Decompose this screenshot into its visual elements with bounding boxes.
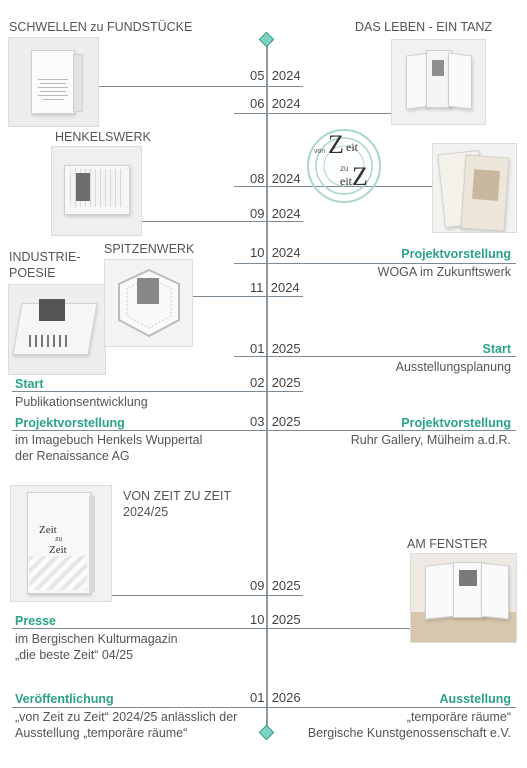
connector-05-2024	[96, 86, 303, 87]
event-presse-text-2: „die beste Zeit“ 04/25	[15, 648, 134, 662]
event-veroeff-text-2: Ausstellung „temporäre räume“	[15, 726, 188, 740]
date-01-2026: 01 2026	[250, 690, 301, 705]
event-start2-text: Publikationsentwicklung	[15, 395, 148, 409]
image-leben	[391, 39, 486, 125]
image-henkelswerk	[51, 146, 142, 236]
logo-letter-eit1: eit	[346, 140, 358, 154]
event-start1-heading: Start	[482, 342, 511, 356]
logo-letter-z2: Z	[352, 162, 368, 191]
event-pv-left-text-1: im Imagebuch Henkels Wuppertal	[15, 433, 203, 447]
connector-02-2025	[12, 391, 303, 392]
timeline-bottom-diamond-icon	[259, 725, 275, 741]
book-word-2: zu	[55, 536, 63, 543]
event-veroeff-text-1: „von Zeit zu Zeit“ 2024/25 anlässlich der	[15, 710, 238, 724]
date-06-2024: 06 2024	[250, 96, 301, 111]
event-veroeff-heading: Veröffentlichung	[15, 692, 114, 706]
project-title-schwellen: SCHWELLEN zu FUNDSTÜCKE	[9, 20, 193, 34]
date-08-2024: 08 2024	[250, 171, 301, 186]
date-01-2025: 01 2025	[250, 341, 301, 356]
event-pv-left-text-2: der Renaissance AG	[15, 449, 130, 463]
connector-01-2026	[12, 707, 516, 708]
event-woga-text: WOGA im Zukunftswerk	[377, 265, 511, 279]
event-pv-left-heading: Projektvorstellung	[15, 416, 125, 430]
book-word-3: Zeit	[49, 544, 67, 556]
book-word-1: Zeit	[39, 524, 57, 536]
event-woga-heading: Projektvorstellung	[401, 247, 511, 261]
image-spitzenwerk	[104, 259, 193, 347]
project-title-spitzenwerk: SPITZENWERK	[104, 242, 195, 256]
event-pv-right-heading: Projektvorstellung	[401, 416, 511, 430]
logo-letter-zu: zu	[340, 164, 349, 173]
date-05-2024: 05 2024	[250, 68, 301, 83]
project-title-henkelswerk: HENKELSWERK	[55, 130, 151, 144]
connector-10-2025	[12, 628, 410, 629]
connector-11-2024	[180, 296, 303, 297]
date-10-2024: 10 2024	[250, 245, 301, 260]
date-11-2024: 11 2024	[250, 280, 300, 295]
logo-vonzeitzuzeit	[304, 126, 384, 206]
connector-03-2025	[12, 430, 516, 431]
connector-01-2025	[234, 356, 516, 357]
timeline-top-diamond-icon	[259, 32, 275, 48]
logo-von: von	[314, 148, 326, 155]
date-10-2025: 10 2025	[250, 612, 301, 627]
project-title-industrie-1: INDUSTRIE-	[9, 250, 81, 264]
image-schwellen	[8, 37, 99, 127]
date-09-2024: 09 2024	[250, 206, 301, 221]
project-title-vonzeit-1: VON ZEIT ZU ZEIT	[123, 489, 232, 503]
date-03-2025: 03 2025	[250, 414, 301, 429]
event-start2-heading: Start	[15, 377, 44, 391]
connector-10-2024	[234, 263, 516, 264]
image-brochures	[432, 143, 517, 233]
event-presse-heading: Presse	[15, 614, 57, 628]
event-start1-text: Ausstellungsplanung	[395, 360, 511, 374]
event-ausst-text-1: „temporäre räume“	[406, 710, 511, 724]
connector-09-2025	[100, 595, 303, 596]
logo-letter-z1: Z	[328, 130, 344, 159]
event-ausst-heading: Ausstellung	[439, 692, 511, 706]
project-title-industrie-2: POESIE	[9, 266, 56, 280]
project-title-amfenster: AM FENSTER	[407, 537, 488, 551]
date-09-2025: 09 2025	[250, 578, 301, 593]
date-02-2025: 02 2025	[250, 375, 301, 390]
logo-letter-eit2: eit	[340, 174, 352, 188]
event-presse-text-1: im Bergischen Kulturmagazin	[15, 632, 178, 646]
image-vonzeit-book	[10, 485, 112, 602]
event-ausst-text-2: Bergische Kunstgenossenschaft e.V.	[307, 726, 511, 740]
project-title-vonzeit-2: 2024/25	[123, 505, 169, 519]
event-pv-right-text: Ruhr Gallery, Mülheim a.d.R.	[350, 433, 511, 447]
project-title-leben: DAS LEBEN - EIN TANZ	[355, 20, 493, 34]
image-industrie	[8, 284, 106, 375]
image-amfenster	[410, 553, 517, 643]
